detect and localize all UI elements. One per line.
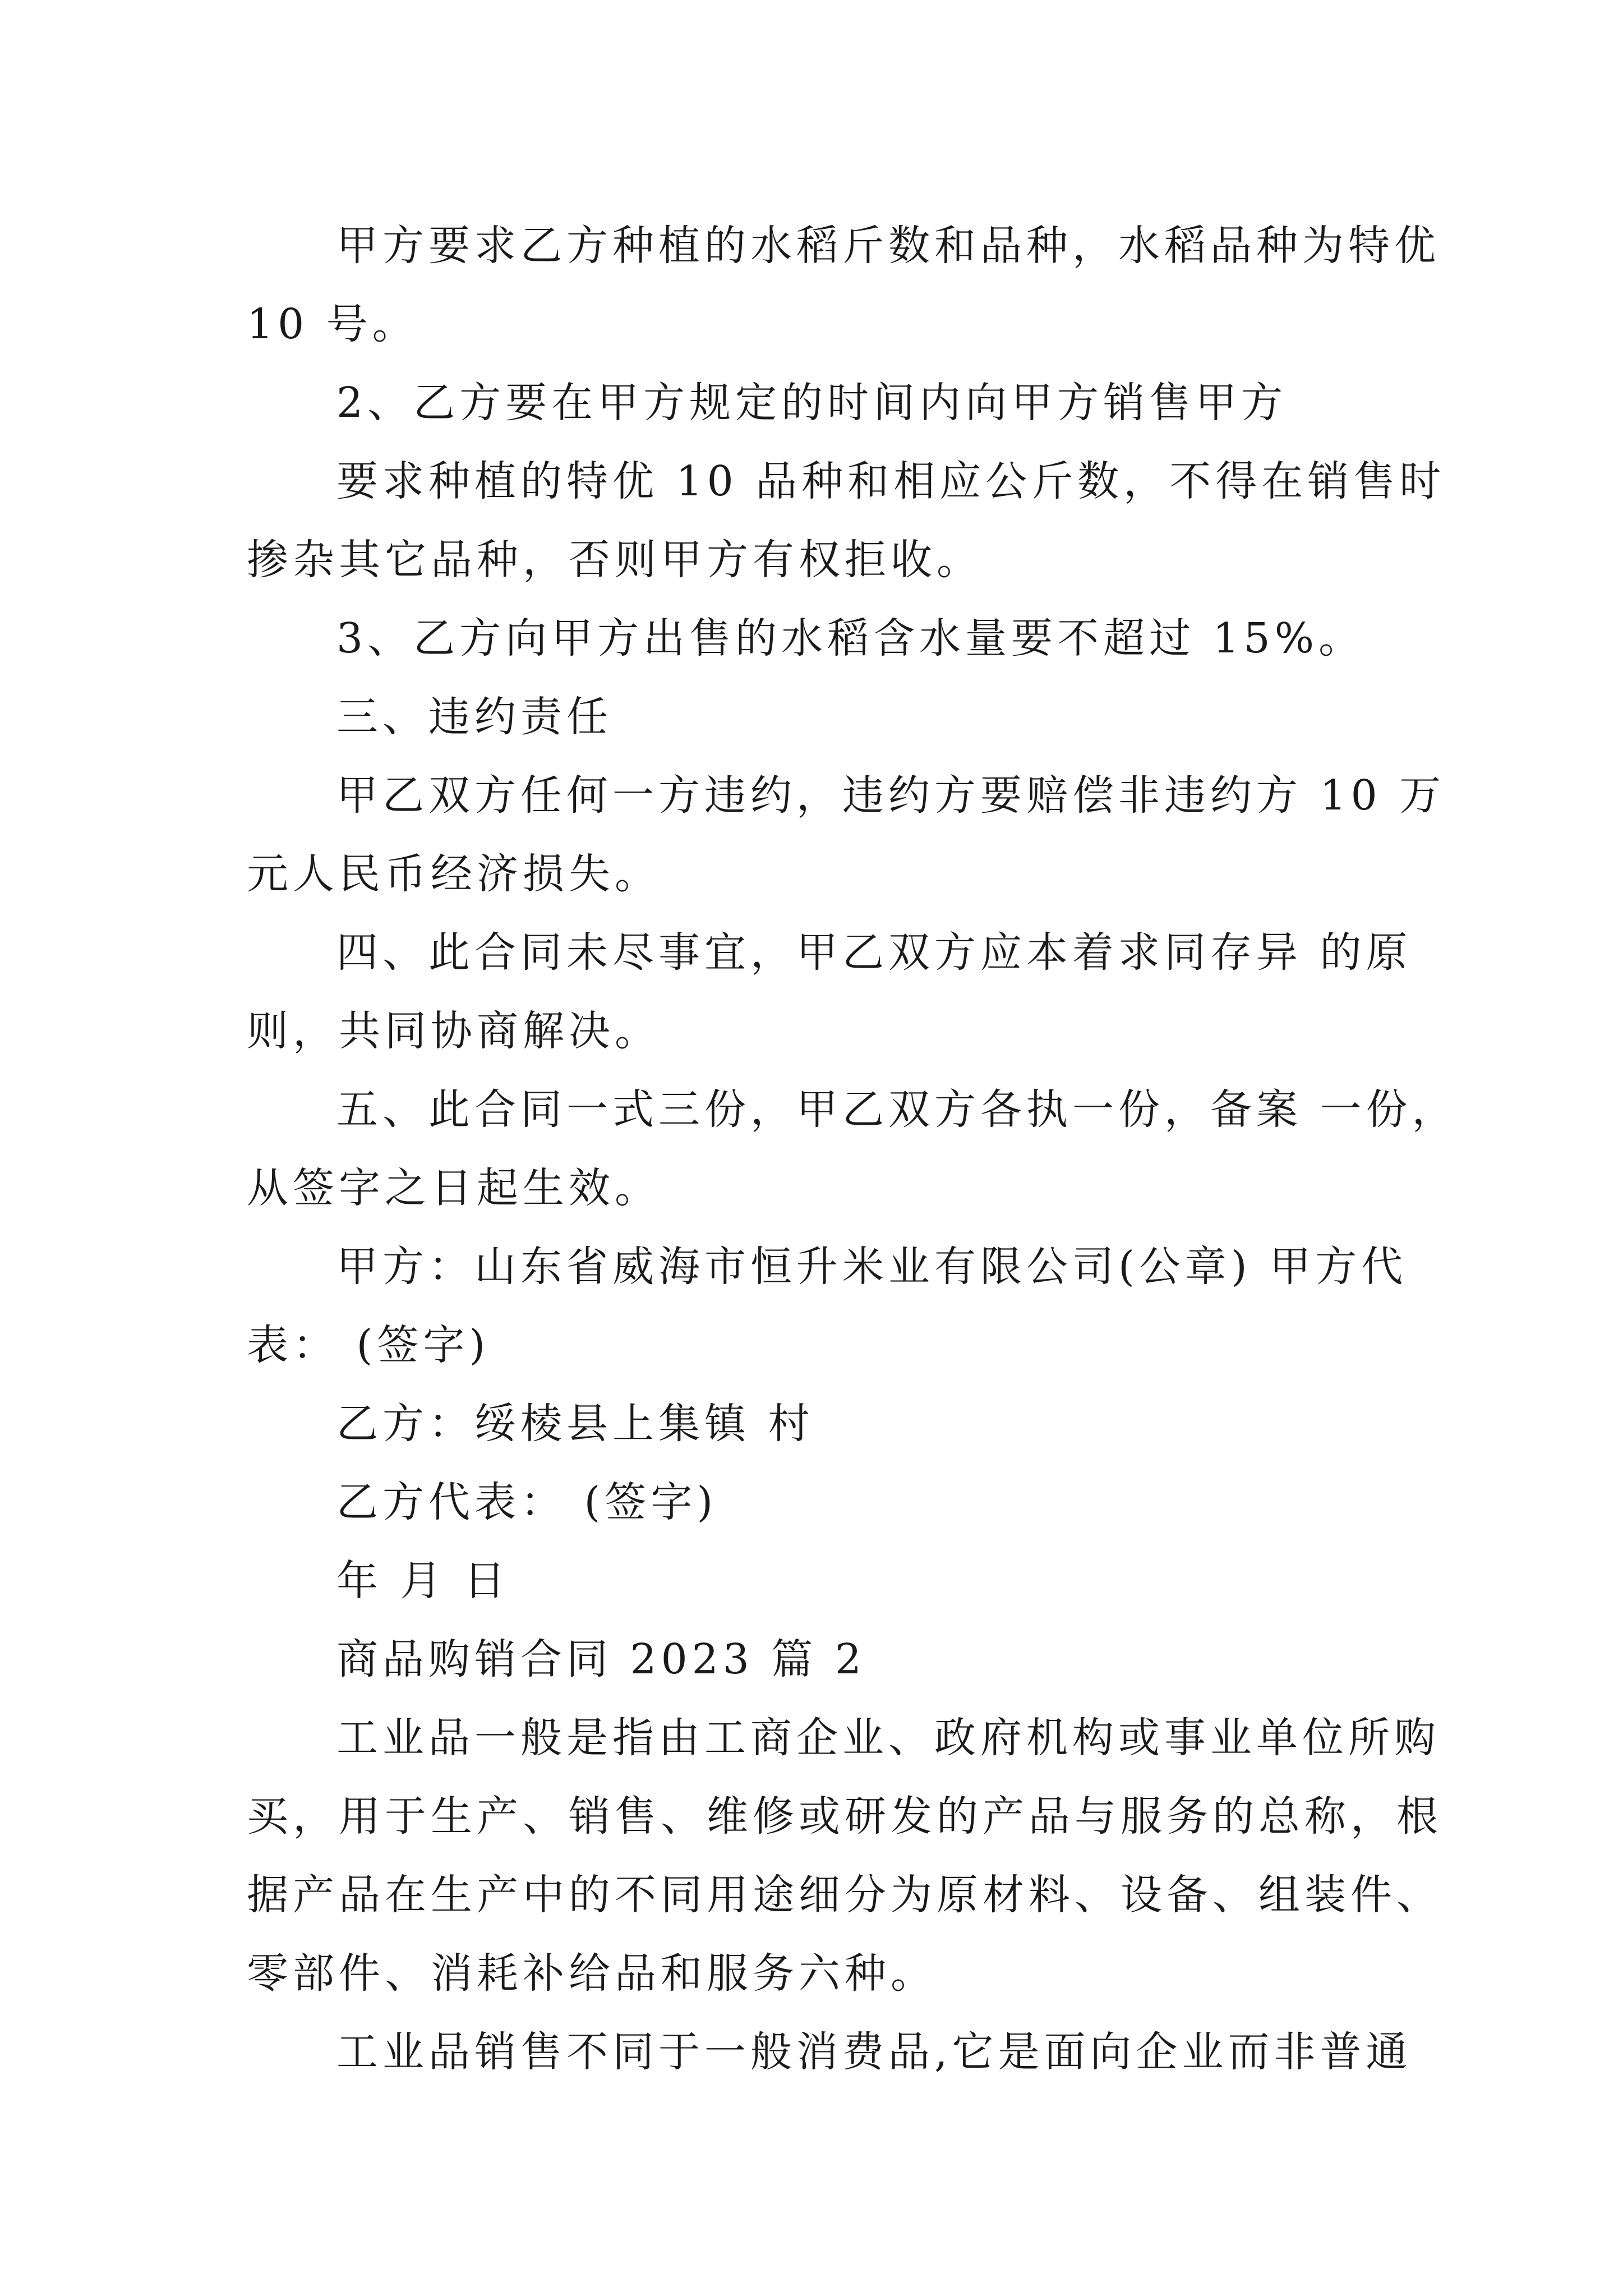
body-line: 甲方要求乙方种植的水稻斤数和品种，水稻品种为特优 xyxy=(336,222,1440,270)
party-b-line: 乙方：绥棱县上集镇 村 xyxy=(336,1400,814,1448)
party-a-line: 甲方：山东省威海市恒升米业有限公司(公章) 甲方代 xyxy=(336,1243,1408,1291)
section-five-line: 五、此合同一式三份，甲乙双方各执一份，备案 一份， xyxy=(336,1085,1458,1134)
party-a-signature-line: 表： (签字) xyxy=(247,1321,490,1369)
body-line: 工业品一般是指由工商企业、政府机构或事业单位所购 xyxy=(336,1714,1440,1762)
body-line: 工业品销售不同于一般消费品,它是面向企业而非普通 xyxy=(336,2028,1412,2076)
body-line: 零部件、消耗补给品和服务六种。 xyxy=(247,1949,937,1998)
body-line: 元人民币经济损失。 xyxy=(247,850,661,898)
body-line: 买，用于生产、销售、维修或研发的产品与服务的总称，根 xyxy=(247,1792,1442,1841)
section-four-line: 四、此合同未尽事宜，甲乙双方应本着求同存异 的原 xyxy=(336,928,1412,977)
date-line: 年 月 日 xyxy=(336,1557,510,1605)
body-line: 10 号。 xyxy=(247,300,418,348)
clause-3-line: 3、乙方向甲方出售的水稻含水量要不超过 15%。 xyxy=(336,614,1365,662)
clause-2-line: 2、乙方要在甲方规定的时间内向甲方销售甲方 xyxy=(336,379,1288,427)
party-b-representative-line: 乙方代表： (签字) xyxy=(336,1478,718,1526)
section-heading-breach: 三、违约责任 xyxy=(336,693,612,741)
body-line: 从签字之日起生效。 xyxy=(247,1164,661,1212)
section-title-part-2: 商品购销合同 2023 篇 2 xyxy=(336,1635,866,1683)
body-line: 要求种植的特优 10 品种和相应公斤数，不得在销售时 xyxy=(336,457,1446,505)
body-line: 掺杂其它品种，否则甲方有权拒收。 xyxy=(247,536,983,584)
body-line: 据产品在生产中的不同用途细分为原材料、设备、组装件、 xyxy=(247,1871,1442,1919)
body-line: 甲乙双方任何一方违约，违约方要赔偿非违约方 10 万 xyxy=(336,771,1446,820)
body-line: 则，共同协商解决。 xyxy=(247,1007,661,1055)
